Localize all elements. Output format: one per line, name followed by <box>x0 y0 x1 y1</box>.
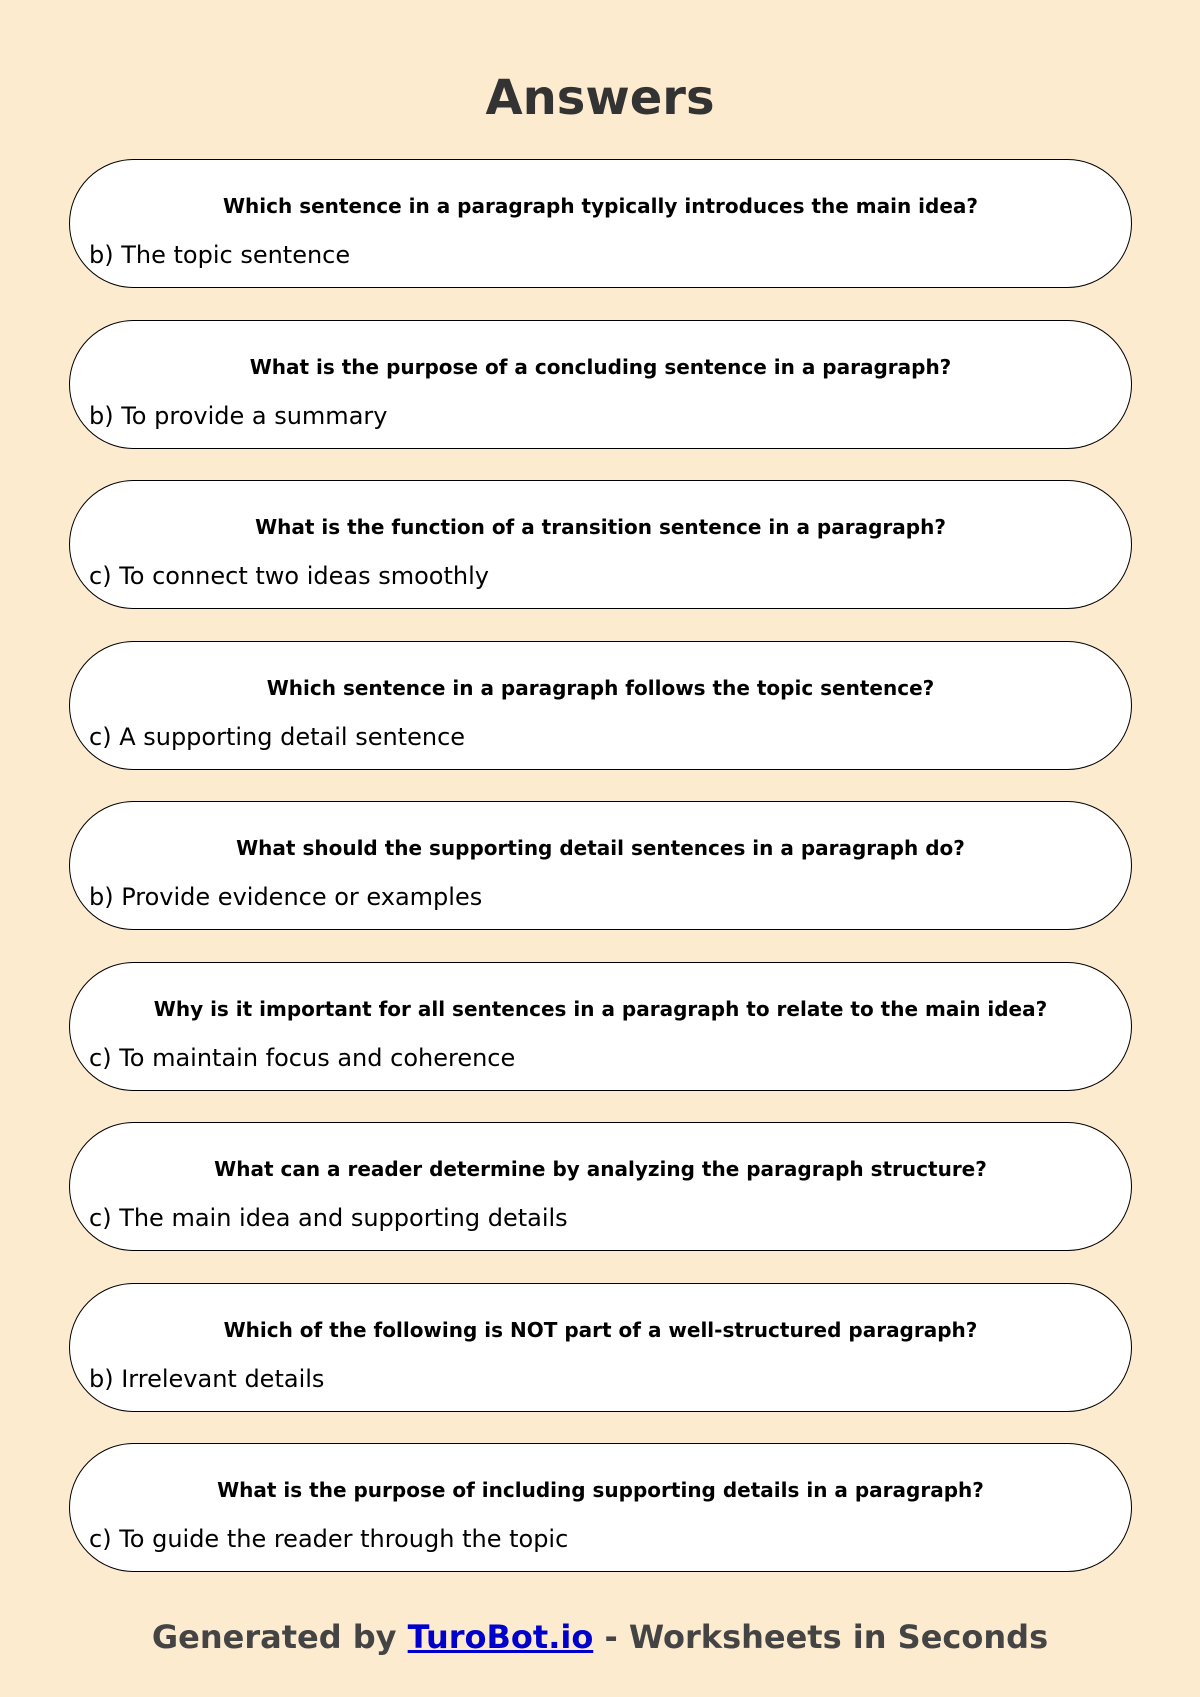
answer-card <box>69 320 1132 449</box>
answer-card <box>69 641 1132 770</box>
question-text: Which of the following is NOT part of a well-structured paragraph? <box>223 1317 978 1342</box>
question-text: Why is it important for all sentences in a paragraph to relate to the main idea? <box>153 996 1048 1021</box>
answer-text: c) A supporting detail sentence <box>89 722 466 751</box>
answer-card <box>69 480 1132 609</box>
question-text: Which sentence in a paragraph follows the topic sentence? <box>266 675 935 700</box>
answer-text: c) To guide the reader through the topic <box>89 1525 569 1553</box>
question-text: What can a reader determine by analyzing the paragraph structure? <box>214 1157 987 1181</box>
answer-card <box>69 962 1132 1091</box>
answer-text: b) The topic sentence <box>89 241 351 269</box>
footer-prefix: Generated by <box>151 1618 408 1656</box>
answers-list <box>69 159 1132 1604</box>
answer-text: b) Provide evidence or examples <box>89 883 483 911</box>
question-text: What is the purpose of a concluding sentence in a paragraph? <box>249 354 952 379</box>
answer-card <box>69 1283 1132 1412</box>
answer-card <box>69 1443 1132 1572</box>
turobot-link[interactable]: TuroBot.io <box>407 1618 594 1656</box>
page-title: Answers <box>485 70 715 126</box>
footer <box>0 1617 1200 1657</box>
answer-card <box>69 159 1132 288</box>
answer-text: c) To connect two ideas smoothly <box>89 562 489 590</box>
question-text: What is the purpose of including supporting details in a paragraph? <box>217 1478 984 1502</box>
question-text: Which sentence in a paragraph typically introduces the main idea? <box>222 194 979 218</box>
question-text: What should the supporting detail sentences in a paragraph do? <box>236 836 965 860</box>
question-text: What is the function of a transition sentence in a paragraph? <box>255 515 946 539</box>
answer-text: b) To provide a summary <box>89 401 388 430</box>
answer-text: c) The main idea and supporting details <box>89 1204 568 1232</box>
answer-card <box>69 801 1132 930</box>
answer-text: b) Irrelevant details <box>89 1364 325 1393</box>
answer-text: c) To maintain focus and coherence <box>89 1043 516 1072</box>
answer-card <box>69 1122 1132 1251</box>
footer-suffix: - Worksheets in Seconds <box>593 1618 1049 1656</box>
